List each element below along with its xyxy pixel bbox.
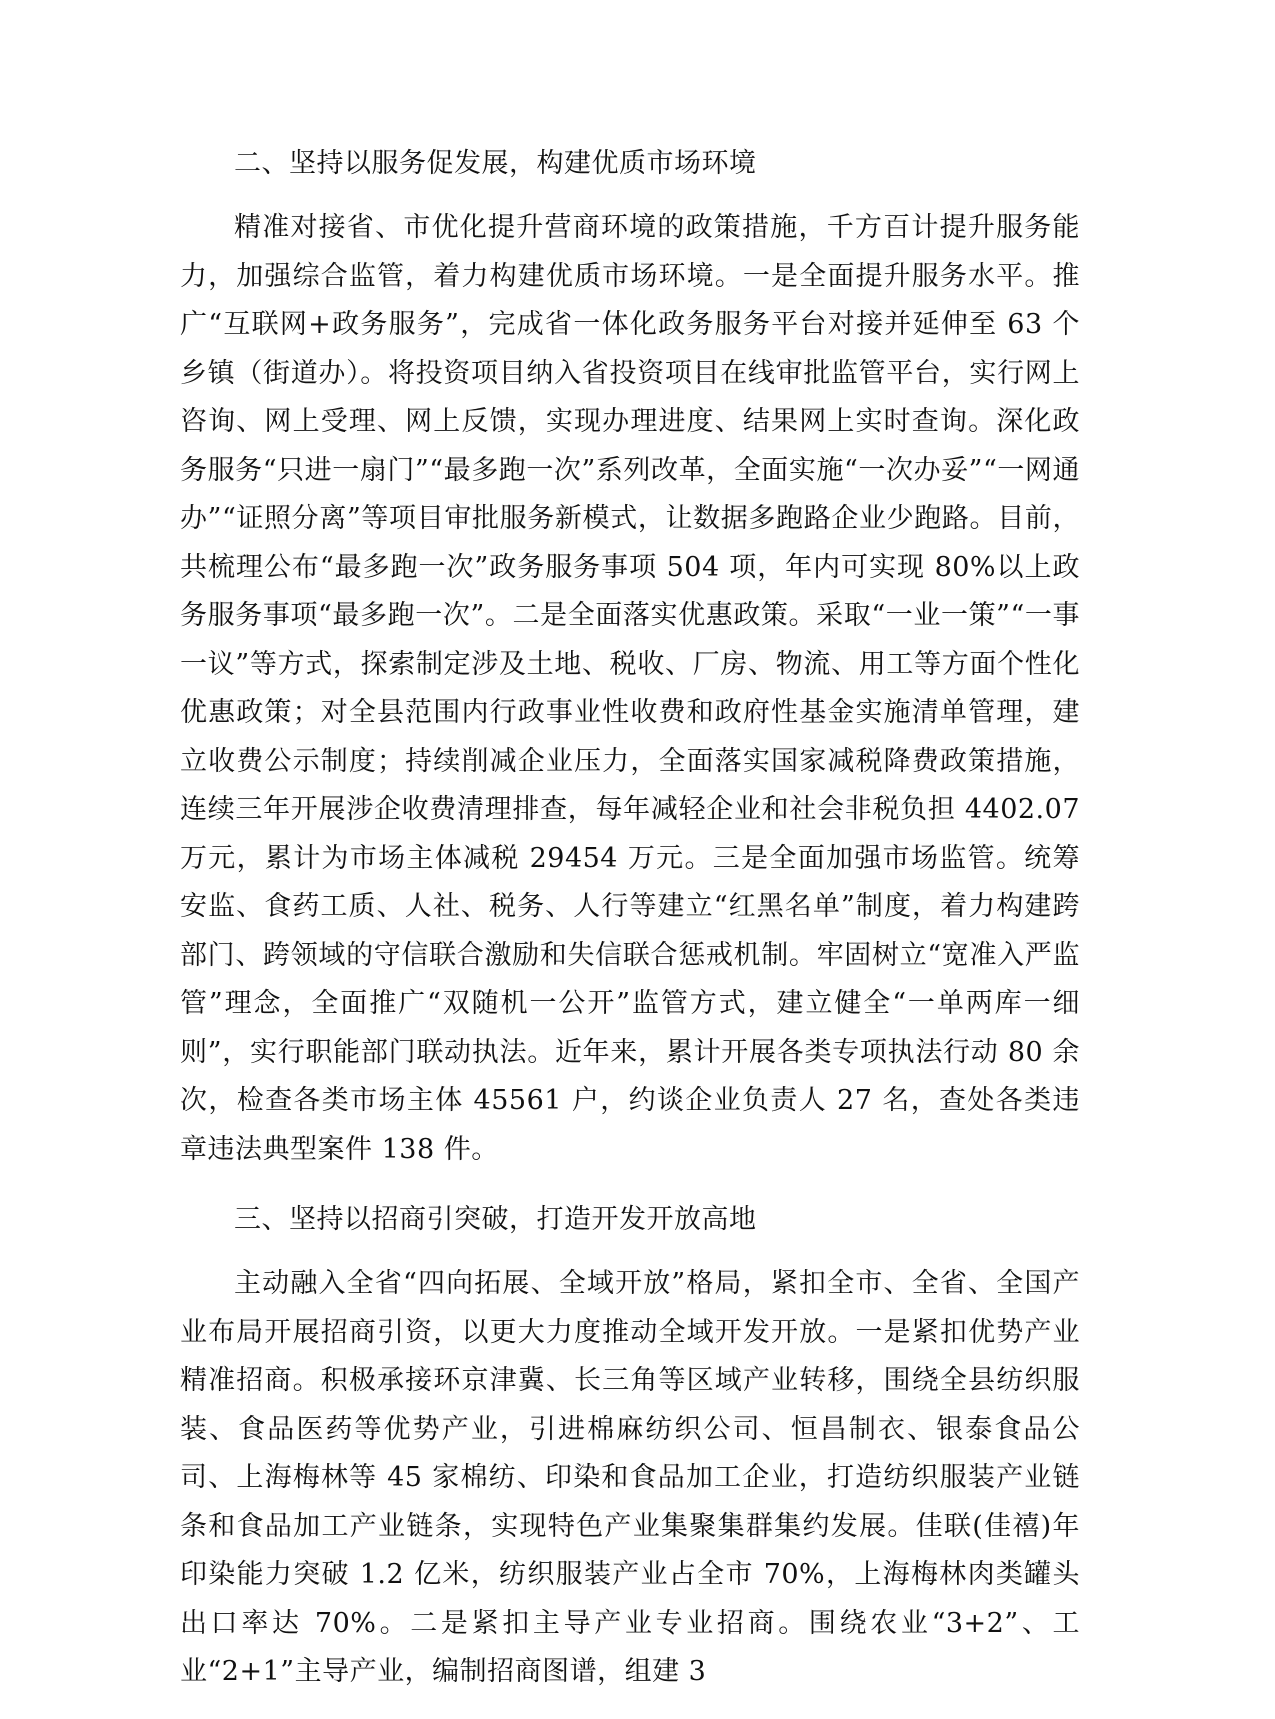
- section-3-heading: 三、坚持以招商引突破，打造开发开放高地: [234, 1204, 757, 1235]
- section-2-heading: 二、坚持以服务促发展，构建优质市场环境: [234, 148, 757, 179]
- document-body: [180, 140, 1080, 1719]
- section-3-paragraph: 主动融入全省“四向拓展、全域开放”格局，紧扣全市、全省、全国产业布局开展招商引资，以更大力度推动全域开发开放。一是紧扣优势产业精准招商。积极承接环京津冀、长三角等区域产业转移，围绕全县纺织服装、食品医药等优势产业，引进棉麻纺织公司、恒昌制衣、银泰食品公司、上海梅林等 45 家棉纺、印染和食品加工企业，打造纺织服装产业链条和食品加工产业链条，实现特色产业集聚集群集约发展。佳联(佳禧)年印染能力突破 1.2 亿米，纺织服装产业占全市 70%，上海梅林肉类罐头出口率达 70%。二是紧扣主导产业专业招商。围绕农业“3+2”、工业“2+1”主导产业，编制招商图谱，组建 3: [180, 1268, 1080, 1687]
- section-2-paragraph: 精准对接省、市优化提升营商环境的政策措施，千方百计提升服务能力，加强综合监管，着力构建优质市场环境。一是全面提升服务水平。推广“互联网+政务服务”，完成省一体化政务服务平台对接并延伸至 63 个乡镇（街道办）。将投资项目纳入省投资项目在线审批监管平台，实行网上咨询、网上受理、网上反馈，实现办理进度、结果网上实时查询。深化政务服务“只进一扇门”“最多跑一次”系列改革，全面实施“一次办妥”“一网通办”“证照分离”等项目审批服务新模式，让数据多跑路企业少跑路。目前，共梳理公布“最多跑一次”政务服务事项 504 项，年内可实现 80%以上政务服务事项“最多跑一次”。二是全面落实优惠政策。采取“一业一策”“一事一议”等方式，探索制定涉及土地、税收、厂房、物流、用工等方面个性化优惠政策；对全县范围内行政事业性收费和政府性基金实施清单管理，建立收费公示制度；持续削减企业压力，全面落实国家减税降费政策措施，连续三年开展涉企收费清理排查，每年减轻企业和社会非税负担 4402.07 万元，累计为市场主体减税 29454 万元。三是全面加强市场监管。统筹安监、食药工质、人社、税务、人行等建立“红黑名单”制度，着力构建跨部门、跨领域的守信联合激励和失信联合惩戒机制。牢固树立“宽准入严监管”理念，全面推广“双随机一公开”监管方式，建立健全“一单两库一细则”，实行职能部门联动执法。近年来，累计开展各类专项执法行动 80 余次，检查各类市场主体 45561 户，约谈企业负责人 27 名，查处各类违章违法典型案件 138 件。: [180, 212, 1080, 1165]
